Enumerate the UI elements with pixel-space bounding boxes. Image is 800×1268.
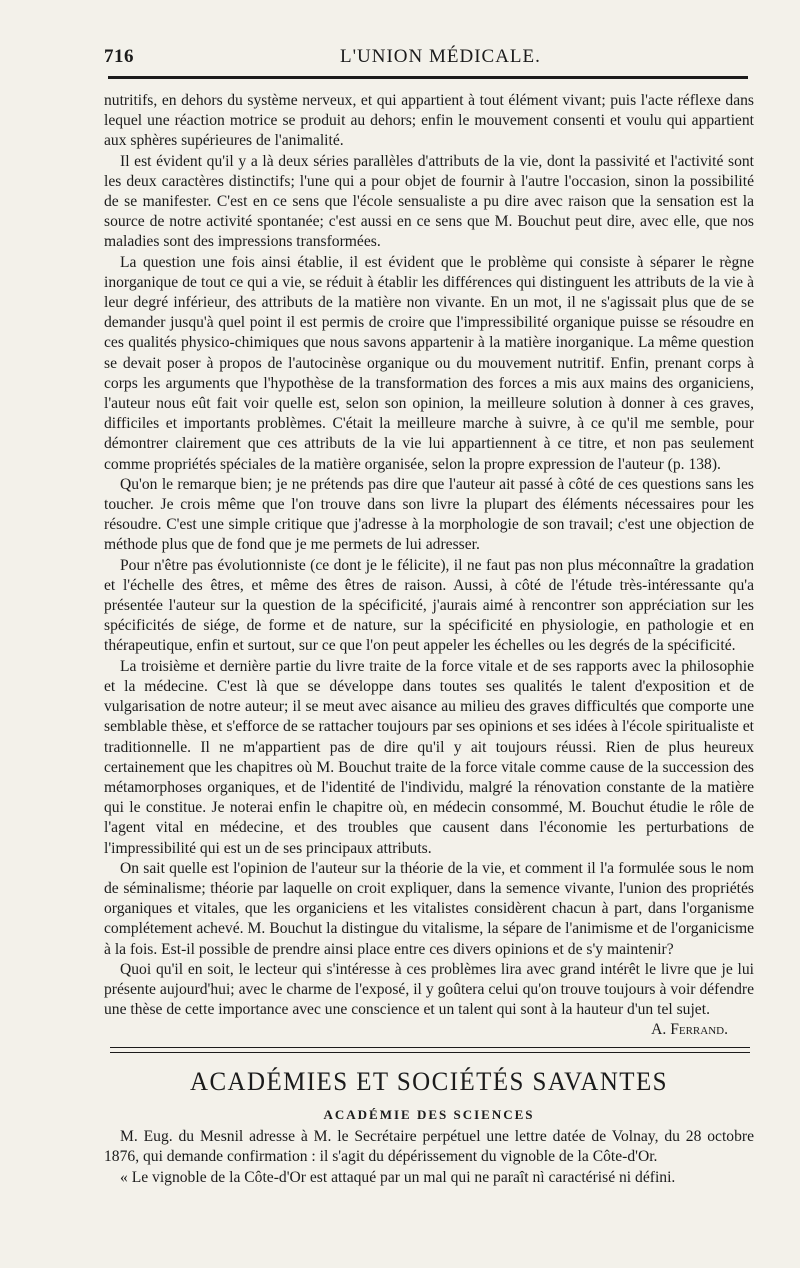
section-paragraph: « Le vignoble de la Côte-d'Or est attaqué par un mal qui ne paraît nì caractérisé ni défini.: [120, 1168, 676, 1186]
article-paragraph: Il est évident qu'il y a là deux séries parallèles d'attributs de la vie, dont la passivité et l'activité sont les deux caractères distinctifs; l'une qui a pour objet de fournir à l'autre l'occasion, sinon la possibilité de se manifester. C'est en ce sens que l'école sensualiste a pu dire avec raison que la sensation est la source de notre activité spontanée; c'est aussi en ce sens que M. Bouchut peut dire, avec elle, que nos maladies sont des impressions transformées.: [104, 152, 754, 251]
section-paragraph: M. Eug. du Mesnil adresse à M. le Secrétaire perpétuel une lettre datée de Volnay, du 28 octobre 1876, qui demande confirmation : il s'agit du dépérissement du vignoble de la Côte-d'Or.: [104, 1127, 754, 1166]
article-paragraph: La troisième et dernière partie du livre traite de la force vitale et de ses rapports avec la philosophie et la médecine. C'est là que se développe dans toutes ses qualités le talent d'exposition et de vulgarisation de notre auteur; il se meut avec aisance au milieu des graves difficultés que comporte une semblable thèse, et s'efforce de se rattacher toujours par ses opinions et ses idées à l'école spiritualiste et traditionnelle. Il ne m'appartient pas de dire qu'il y ait toujours réussi. Rien de plus heureux certainement que les chapitres où M. Bouchut traite de la force vitale comme cause de la succession des métamorphoses organiques, et de l'identité de l'individu, malgré la rénovation constante de la matière qui le constitue. Je noterai enfin le chapitre où, en médecin consommé, M. Bouchut étudie le rôle de l'agent vital en médecine, et des troubles que causent dans l'économie les perturbations de l'impressibilité qui est un de ses principaux attributs.: [104, 657, 754, 857]
page-number: 716: [104, 46, 134, 67]
article-paragraph: La question une fois ainsi établie, il est évident que le problème qui consiste à séparer le règne inorganique de tout ce qui a vie, se réduit à établir les différences qui distinguent les attributs de la vie à leur degré inférieur, des attributs de la matière non vivante. En un mot, il ne s'agissait plus que de se demander jusqu'à quel point il est permis de croire que l'impressibilité organique puisse se résoudre en ces qualités physico-chimiques que nous savons appartenir à la matière inorganique. La même question se devait poser à propos de l'autocinèse organique ou du mouvement nutritif. Enfin, prenant corps à corps les arguments que l'hypothèse de la transformation des forces a mis aux mains des organiciens, l'auteur nous eût fait voir quelle est, selon son opinion, la meilleure solution à donner à ces graves, difficiles et importants problèmes. C'était la meilleure marche à suivre, à ce qu'il me semble, pour démontrer clairement que ces attributs de la vie lui appartiennent à ce titre, et non pas seulement comme propriétés spéciales de la matière organisée, selon la propre expression de l'auteur (p. 138).: [104, 253, 754, 473]
article-paragraph: On sait quelle est l'opinion de l'auteur sur la théorie de la vie, et comment il l'a formulée sous le nom de séminalisme; théorie par laquelle on croit expliquer, dans la semence vivante, l'union des propriétés organiques et vitales, que les organiciens et les vitalistes considèrent chacun à part, dans l'organisme complétement achevé. M. Bouchut la distingue du vitalisme, la sépare de l'animisme et de l'organicisme à la fois. Est-il possible de prendre ainsi place entre ces divers opinions et de s'y maintenir?: [104, 859, 754, 958]
section-divider: [110, 1047, 750, 1053]
article-paragraph: Quoi qu'il en soit, le lecteur qui s'intéresse à ces problèmes lira avec grand intérêt le livre que je lui présente aujourd'hui; avec le charme de l'exposé, il y goûtera celui qu'on trouve toujours à voir défendre une thèse de cette importance avec une conscience et un talent qui sont à la hauteur d'un tel sujet.: [104, 960, 754, 1019]
article-paragraph: nutritifs, en dehors du système nerveux, et qui appartient à tout élément vivant; puis l'acte réflexe dans lequel une réaction motrice se produit au dehors; enfin le mouvement consenti et voulu qui appartient aux sphères supérieures de l'animalité.: [104, 92, 754, 150]
header-rule: [108, 76, 748, 79]
section-body: [104, 1127, 754, 1189]
section-title: ACADÉMIES ET SOCIÉTÉS SAVANTES: [190, 1066, 668, 1096]
article-paragraph: Qu'on le remarque bien; je ne prétends pas dire que l'auteur ait passé à côté de ces questions sans les toucher. Je crois même que l'on trouve dans son livre la plupart des éléments nécessaires pour les résoudre. C'est une simple critique que j'adresse à la morphologie de son travail; c'est une objection de méthode plus que de fond que je me permets de lui adresser.: [104, 475, 754, 554]
page-header: [104, 40, 754, 74]
article-body: [104, 91, 754, 1041]
article-paragraph: Pour n'être pas évolutionniste (ce dont je le félicite), il ne faut pas non plus méconnaître la gradation et l'échelle des êtres, et même des êtres de raison. Aussi, à côté de l'étude très-intéressante qu'a présentée l'auteur sur la question de la spécificité, j'aurais aimé à rencontrer son appréciation sur les spécificités de siége, de forme et de nature, sur la spécificité en physiologie, en pathologie et en thérapeutique, enfin et surtout, sur ce que l'on peut appeler les échelles ou les degrés de la spécificité.: [104, 556, 754, 655]
subsection-title: ACADÉMIE DES SCIENCES: [323, 1106, 535, 1122]
article-signature: A. Ferrand.: [651, 1021, 728, 1039]
running-title: L'UNION MÉDICALE.: [340, 46, 541, 67]
